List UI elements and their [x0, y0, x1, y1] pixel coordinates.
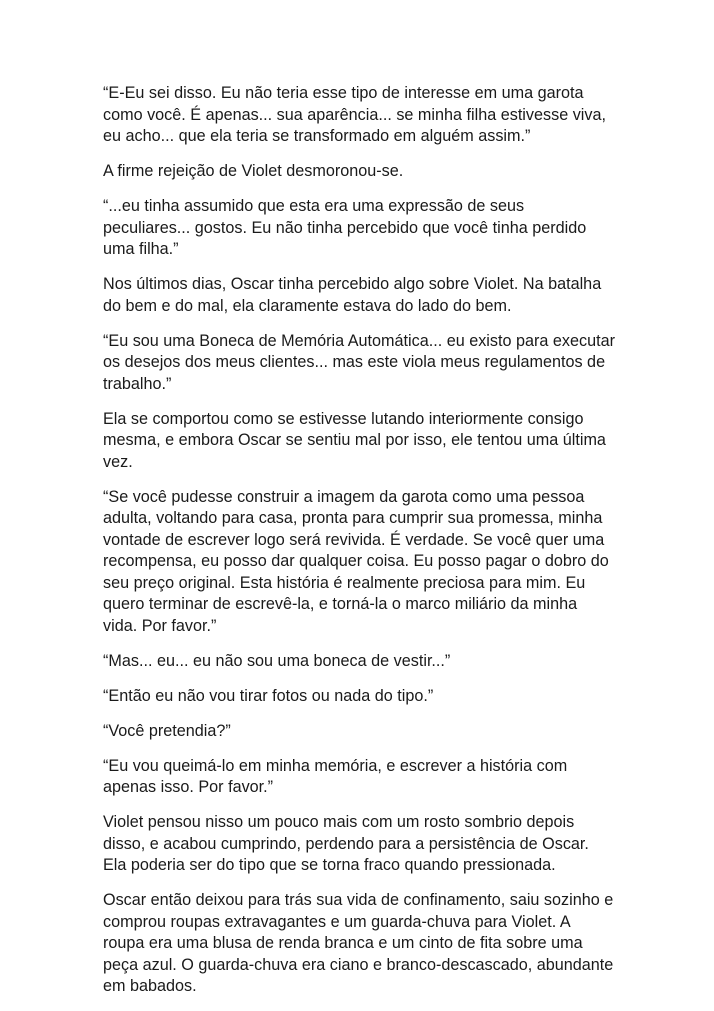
paragraph: “Se você pudesse construir a imagem da garota como uma pessoa adulta, voltando para casa, pronta para cumprir sua promessa, minha vontade de escrever logo será revivida. É verdade. Se você quer uma recompensa, eu posso dar qualquer coisa. Eu posso pagar o dobro do seu preço original. Esta história é realmente preciosa para mim. Eu quero terminar de escrevê-la, e torná-la o marco miliário da minha vida. Por favor.”	[103, 487, 609, 635]
paragraph: “Eu sou uma Boneca de Memória Automática... eu existo para executar os desejos dos meus clientes... mas este viola meus regulamentos de trabalho.”	[103, 331, 615, 393]
paragraph: A firme rejeição de Violet desmoronou-se.	[103, 162, 404, 180]
paragraph: “Mas... eu... eu não sou uma boneca de vestir...”	[103, 651, 451, 670]
paragraph: Nos últimos dias, Oscar tinha percebido algo sobre Violet. Na batalha do bem e do mal, ela claramente estava do lado do bem.	[103, 275, 602, 315]
paragraph: “Eu vou queimá-lo em minha memória, e escrever a história com apenas isso. Por favor.”	[103, 756, 568, 796]
paragraph: Violet pensou nisso um pouco mais com um rosto sombrio depois disso, e acabou cumprindo, perdendo para a persistência de Oscar. Ela poderia ser do tipo que se torna fraco quando pressionada.	[103, 813, 589, 874]
document-page	[103, 83, 615, 1011]
paragraph: Ela se comportou como se estivesse lutando interiormente consigo mesma, e embora Oscar se sentiu mal por isso, ele tentou uma última vez.	[103, 409, 606, 471]
paragraph: “...eu tinha assumido que esta era uma expressão de seus peculiares... gostos. Eu não tinha percebido que você tinha perdido uma filha.”	[103, 197, 587, 258]
paragraph: “Você pretendia?”	[103, 721, 231, 740]
paragraph: “Então eu não vou tirar fotos ou nada do tipo.”	[103, 686, 434, 705]
paragraph: Oscar então deixou para trás sua vida de confinamento, saiu sozinho e comprou roupas extravagantes e um guarda-chuva para Violet. A roupa era uma blusa de renda branca e um cinto de fita sobre uma peça azul. O guarda-chuva era ciano e branco-descascado, abundante em babados.	[103, 891, 614, 995]
paragraph: “E-Eu sei disso. Eu não teria esse tipo de interesse em uma garota como você. É apenas... sua aparência... se minha filha estivesse viva, eu acho... que ela teria se transformado em alguém assim.”	[103, 84, 606, 145]
